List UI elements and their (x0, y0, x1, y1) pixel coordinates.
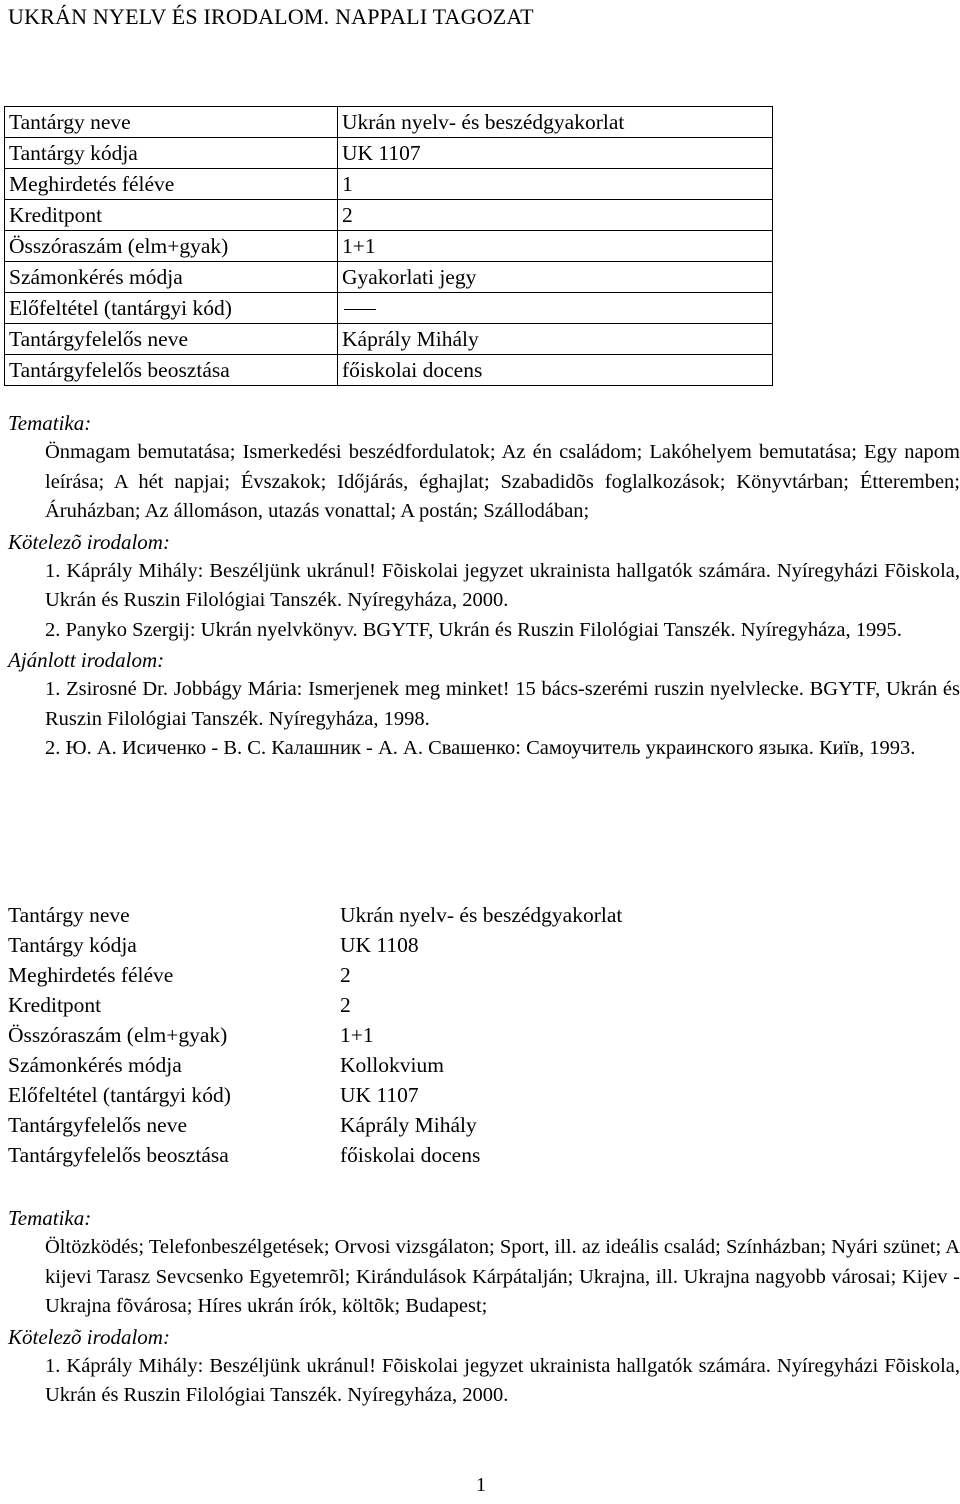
row-value: 2 (340, 992, 351, 1017)
table-row (5, 231, 773, 262)
ajanlott-item: 1. Zsirosné Dr. Jobbágy Mária: Ismerjenek meg minket! 15 bács-szerémi ruszin nyelvlecke. BGYTF, Ukrán és Ruszin Filológiai Tanszék. Nyíregyháza, 1998. (45, 678, 960, 730)
table-row (5, 200, 773, 231)
table-row (5, 262, 773, 293)
kotelezo-item: 1. Káprály Mihály: Beszéljünk ukránul! Fõiskolai jegyzet ukrainista hallgatók számára. Nyíregyházi Fõiskola, Ukrán és Ruszin Filológiai Tanszék. Nyíregyháza, 2000. (45, 559, 960, 611)
table-row (5, 107, 773, 138)
row-key: Tantárgyfelelős beosztása (8, 1142, 229, 1167)
row-value: 1+1 (338, 231, 773, 262)
row-key: Meghirdetés féléve (8, 962, 174, 987)
course-1-info-table (4, 106, 773, 386)
table-row (4, 1080, 770, 1110)
row-key: Tantárgy kódja (5, 138, 338, 169)
tematika-label: Tematika: (8, 411, 92, 435)
row-value: Gyakorlati jegy (338, 262, 773, 293)
page-number: 1 (476, 1474, 486, 1496)
row-key: Tantárgy neve (8, 902, 130, 927)
row-value: UK 1108 (340, 932, 419, 957)
row-key: Előfeltétel (tantárgyi kód) (8, 1082, 231, 1107)
row-value: főiskolai docens (338, 355, 773, 386)
row-value: UK 1107 (340, 1082, 419, 1107)
row-value: 1+1 (340, 1022, 374, 1047)
row-key: Előfeltétel (tantárgyi kód) (5, 293, 338, 324)
table-row (4, 1020, 770, 1050)
row-value: főiskolai docens (340, 1142, 481, 1167)
ajanlott-label: Ajánlott irodalom: (8, 648, 165, 672)
table-row (4, 1110, 770, 1140)
table-row (5, 138, 773, 169)
course-2-details (8, 1203, 960, 1411)
row-key: Összóraszám (elm+gyak) (8, 1022, 228, 1047)
course-1-details (8, 408, 960, 764)
tematika-text: Önmagam bemutatása; Ismerkedési beszédfordulatok; Az én családom; Lakóhelyem bemutatása; Egy napom leírása; A hét napjai; Évszakok; Időjárás, éghajlat; Szabadidõs foglalkozások; Könyvtárban; Étteremben; Áruházban; Az állomáson, utazás vonattal; A postán; Szállodában; (45, 441, 960, 522)
row-value: Ukrán nyelv- és beszédgyakorlat (338, 107, 773, 138)
row-key: Kreditpont (5, 200, 338, 231)
table-row (4, 930, 770, 960)
table-row (4, 1050, 770, 1080)
tematika-label: Tematika: (8, 1206, 92, 1230)
row-value: 2 (340, 962, 351, 987)
ajanlott-item: 2. Ю. А. Исиченко - В. С. Калашник - А. А. Свашенко: Самоучитель украинского языка. Київ, 1993. (45, 737, 916, 759)
table-row (4, 990, 770, 1020)
row-value: UK 1107 (338, 138, 773, 169)
table-row (4, 900, 770, 930)
row-value: Kollokvium (340, 1052, 444, 1077)
kotelezo-label: Kötelezõ irodalom: (8, 1324, 170, 1349)
table-row (5, 324, 773, 355)
row-key: Tantárgyfelelős neve (5, 324, 338, 355)
kotelezo-item: 2. Panyko Szergij: Ukrán nyelvkönyv. BGYTF, Ukrán és Ruszin Filológiai Tanszék. Nyíregyháza, 1995. (45, 618, 902, 641)
table-row (5, 169, 773, 200)
page-title: UKRÁN NYELV ÉS IRODALOM. NAPPALI TAGOZAT (8, 4, 534, 29)
row-key: Összóraszám (elm+gyak) (5, 231, 338, 262)
row-key: Tantárgyfelelős beosztása (5, 355, 338, 386)
row-value: 1 (338, 169, 773, 200)
table-row (4, 1140, 770, 1170)
row-key: Számonkérés módja (8, 1052, 182, 1077)
course-2-info-table (4, 900, 770, 1170)
row-value: Káprály Mihály (338, 324, 773, 355)
row-value: Káprály Mihály (340, 1112, 477, 1137)
row-key: Tantárgy kódja (8, 932, 137, 957)
row-value (338, 293, 773, 324)
row-value: 2 (338, 200, 773, 231)
row-key: Számonkérés módja (5, 262, 338, 293)
kotelezo-item: 1. Káprály Mihály: Beszéljünk ukránul! Fõiskolai jegyzet ukrainista hallgatók számára. Nyíregyházi Fõiskola, Ukrán és Ruszin Filológiai Tanszék. Nyíregyháza, 2000. (45, 1354, 960, 1406)
tematika-text: Öltözködés; Telefonbeszélgetések; Orvosi vizsgálaton; Sport, ill. az ideális család; Színházban; Nyári szünet; A kijevi Tarasz Sevcsenko Egyetemrõl; Kirándulások Kárpátalján; Ukrajna, ill. Ukrajna nagyobb városai; Kijev - Ukrajna fõvárosa; Híres ukrán írók, költõk; Budapest; (45, 1236, 960, 1317)
dash-mark (344, 309, 376, 310)
table-row (5, 355, 773, 386)
kotelezo-label: Kötelezõ irodalom: (8, 529, 170, 554)
table-row (5, 293, 773, 324)
row-key: Meghirdetés féléve (5, 169, 338, 200)
row-value: Ukrán nyelv- és beszédgyakorlat (340, 902, 623, 927)
table-row (4, 960, 770, 990)
row-key: Tantárgyfelelős neve (8, 1112, 187, 1137)
row-key: Kreditpont (8, 992, 102, 1017)
row-key: Tantárgy neve (5, 107, 338, 138)
